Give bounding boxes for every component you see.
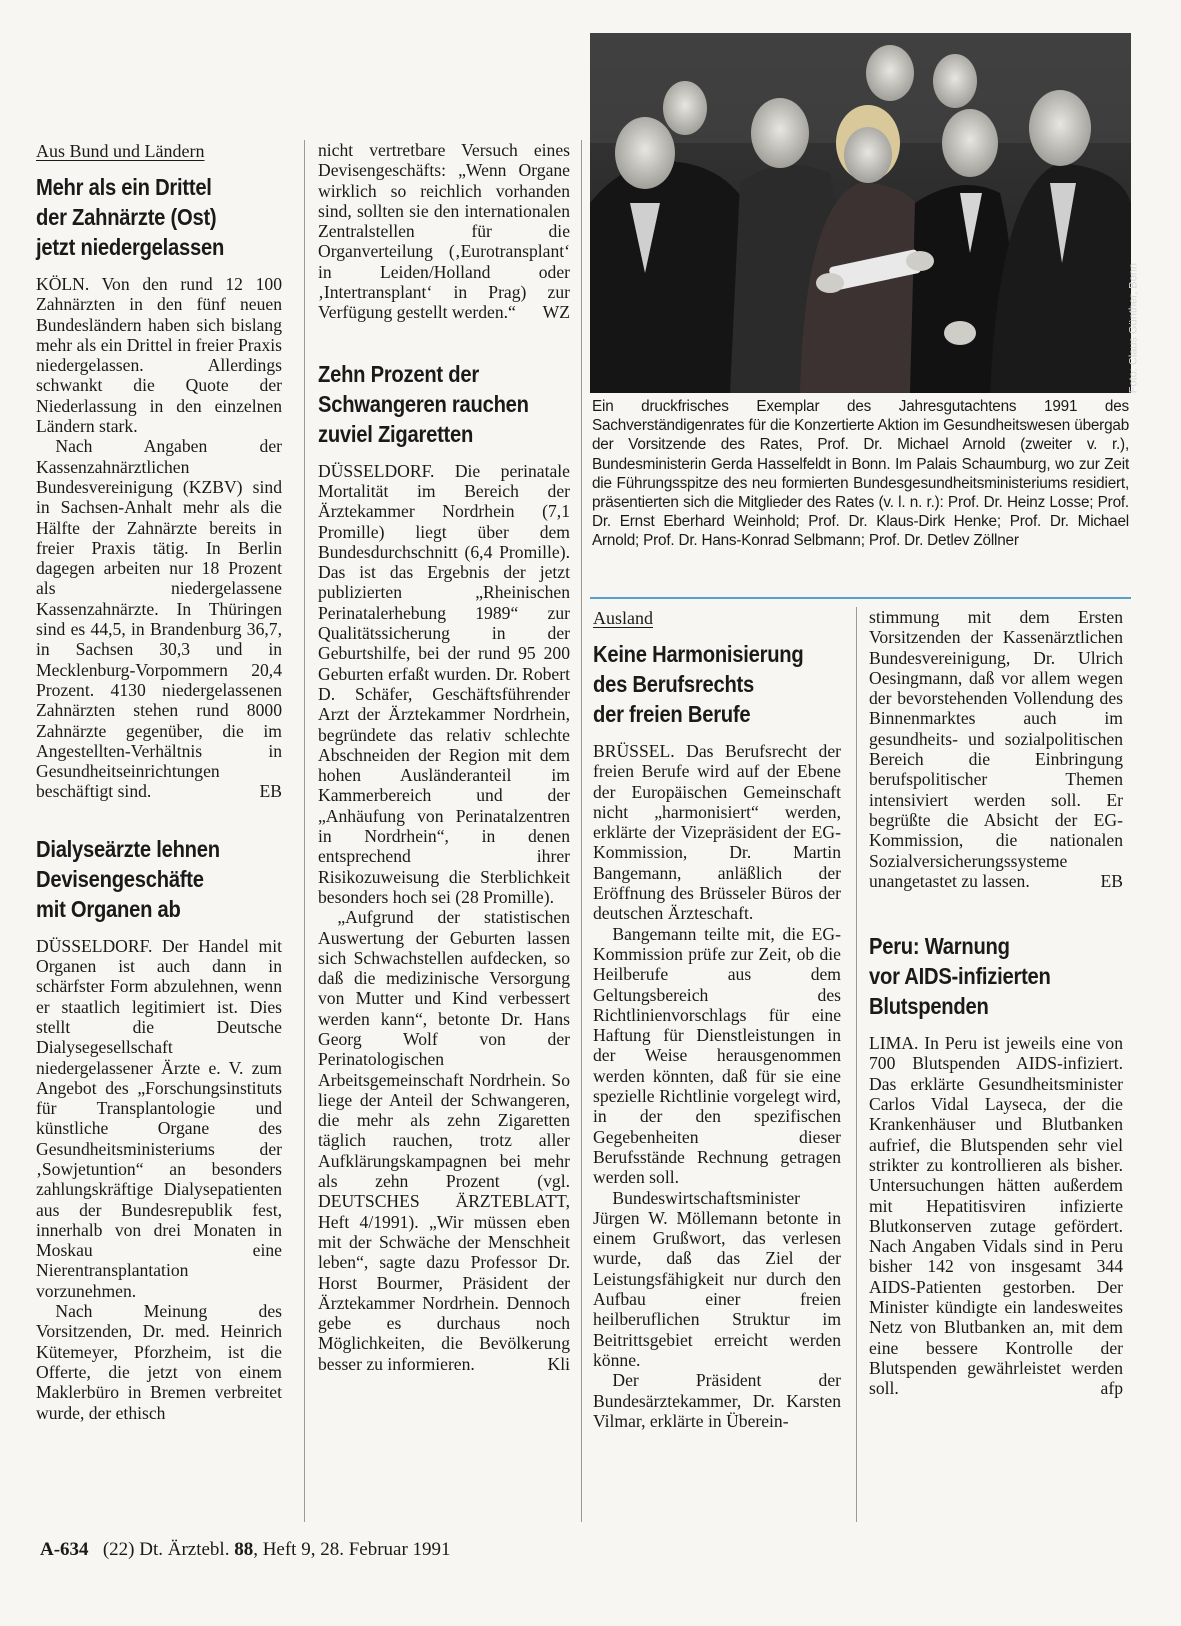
headline-line: mit Organen ab: [36, 895, 181, 922]
paragraph-text: nicht vertretbare Versuch eines Devisengeschäfts: „Wenn Organe wirklich so reichlich vorhanden sind, sollten sie den internationalen Zentralstellen für die Organverteilung (‚Eurotransplant‘ in Leiden/Holland oder ‚Intertransplant‘ in Prag) zur Verfügung gestellt werden.“: [318, 140, 570, 323]
page-code: A-634: [40, 1539, 89, 1560]
paragraph: KÖLN. Von den rund 12 100 Zahnärzten in den fünf neuen Bundesländern haben sich bislang mehr als ein Drittel in freier Praxis niedergelassen. Allerdings schwankt die Quote der Niederlassung in den einzelnen Ländern stark.: [36, 274, 282, 437]
headline-line: der freien Berufe: [593, 701, 751, 727]
headline-line: Schwangeren rauchen: [318, 390, 529, 417]
paragraph-text: Nach Angaben der Kassenzahnärztlichen Bundesvereinigung (KZBV) sind in Sachsen-Anhalt mehr als die Hälfte der Zahnärzte bereits in freier Praxis tätig. In Berlin dagegen arbeiten nur 18 Prozent als niedergelassene Kassenzahnärzte. In Thüringen sind es 44,5, in Brandenburg 36,7, in Sachsen 30,3 und in Mecklenburg-Vorpommern 20,4 Prozent. 4130 niedergelassenen Zahnärzten stehen rund 8000 Zahnärzte gegenüber, die im Angestellten-Verhältnis in Gesundheitseinrichtungen beschäftigt sind.: [36, 436, 282, 802]
headline-line: vor AIDS-infizierten: [869, 963, 1051, 990]
left-column: [36, 140, 282, 1423]
journal-name: Dt. Ärztebl.: [139, 1539, 230, 1560]
paragraph: [318, 907, 570, 1374]
paragraph-continued: [869, 607, 1123, 891]
section-divider: [590, 597, 1131, 599]
author-signature: Kli: [547, 1353, 570, 1374]
article-dialysearzte: [36, 834, 282, 1423]
author-signature: afp: [1100, 1378, 1123, 1399]
headline-line: zuviel Zigaretten: [318, 420, 474, 447]
paragraph: Bundeswirtschaftsminister Jürgen W. Möllemann betonte in einem Grußwort, das verlesen wurde, daß das Ziel der Leistungsfähigkeit nur durch den Aufbau einer freien heilberuflichen Struktur im Beitrittsgebiet erreicht werden könne.: [593, 1187, 841, 1370]
paragraph-text: „Aufgrund der statistischen Auswertung der Geburten lassen sich Schwachstellen aufdecken, so daß die medizinische Versorgung von Mutter und Kind verbessert werden kann“, betonte Dr. Hans Georg Wolf von der Perinatologischen Arbeitsgemeinschaft Nordrhein. So liege der Anteil der Schwangeren, die mehr als zehn Zigaretten täglich rauchen, trotz aller Aufklärungskampagnen bei mehr als zehn Prozent (vgl. DEUTSCHES ÄRZTEBLATT, Heft 4/1991). „Wir müssen eben mit der Schwäche der Menschheit leben“, sagte dazu Professor Dr. Horst Bourmer, Präsident der Ärztekammer Nordrhein. Dennoch gebe es durchaus noch Möglichkeiten, die Bevölkerung besser zu informieren.: [318, 907, 570, 1374]
headline-line: jetzt niedergelassen: [36, 234, 225, 260]
paragraph: BRÜSSEL. Das Berufsrecht der freien Berufe wird auf der Ebene der Europäischen Gemeinschaft nicht „harmonisiert“ werden, erklärte der Vizepräsident der EG-Kommission, Dr. Martin Bangemann, anläßlich der Eröffnung des Brüsseler Büros der deutschen Ärzteschaft.: [593, 741, 841, 924]
page-number: (22): [102, 1539, 135, 1560]
paragraph-text: stimmung mit dem Ersten Vorsitzenden der Kassenärztlichen Bundesvereinigung, Dr. Ulrich Oesingmann, daß vor allem wegen der bevorstehenden Vollendung des Binnenmarktes auch im gesundheits- und sozialpolitischen Bereich die Einbringung berufspolitischer Themen intensiviert werden soll. Er begrüßte die Absicht der EG-Kommission, die nationalen Sozialversicherungssysteme unangetastet zu lassen.: [869, 607, 1123, 891]
right-column-b: [869, 607, 1123, 1399]
section-rubric-bund-laender: Aus Bund und Ländern: [36, 141, 205, 161]
headline-peru-aids: [869, 931, 1120, 1021]
journal-volume: 88: [234, 1539, 254, 1560]
paragraph-continued: [318, 140, 570, 323]
paragraph: [36, 436, 282, 801]
column-rule: [856, 607, 857, 1522]
photo-credit: Foto: Claus Günther, Bonn: [1127, 263, 1139, 394]
paragraph: [869, 1033, 1123, 1398]
headline-line: Dialyseärzte lehnen: [36, 835, 220, 862]
article-berufsrecht: [593, 639, 841, 1431]
group-photo-illustration: [590, 33, 1131, 393]
headline-line: des Berufsrechts: [593, 671, 754, 697]
author-signature: WZ: [542, 302, 570, 323]
right-column-a: [593, 607, 841, 1431]
paragraph: Bangemann teilte mit, die EG-Kommission prüfe zur Zeit, ob die Heilberufe aus dem Geltungsbereich des Richtlinienvorschlags für eine Haftung für Dienstleistungen in der Weise herausgenommen werden könnten, daß für sie eine spezielle Richtlinie vorgelegt wird, in der den spezifischen Gegebenheiten dieser Berufsstände Rechnung getragen werden soll.: [593, 923, 841, 1188]
headline-zahnaerzte: [36, 172, 282, 262]
author-signature: EB: [259, 781, 282, 802]
paragraph-text: LIMA. In Peru ist jeweils eine von 700 Blutspenden AIDS-infiziert. Das erklärte Gesundheitsminister Carlos Vidal Layseca, der die Krankenhäuser und Blutbanken aufrief, die Blutspenden sehr viel strikter zu kontrollieren als bisher. Untersuchungen hätten außerdem mit Hepatitisviren infizierte Blutkonserven zutage gefördert. Nach Angaben Vidals sind in Peru bisher 142 von insgesamt 344 AIDS-Patienten gestorben. Der Minister kündigte ein landesweites Netz von Blutbanken an, mit dem eine bessere Kontrolle der Blutspenden gewährleistet werden soll.: [869, 1033, 1123, 1399]
article-zahnaerzte: [36, 172, 282, 802]
paragraph: Nach Meinung des Vorsitzenden, Dr. med. Heinrich Kütemeyer, Pforzheim, ist die Offerte, die jetzt von einem Maklerbüro in Bremen verbreitet wurde, der ethisch: [36, 1301, 282, 1423]
column-rule: [304, 140, 305, 1522]
headline-dialysearzte: [36, 834, 282, 924]
issue-date: , Heft 9, 28. Februar 1991: [253, 1539, 451, 1560]
headline-line: Keine Harmonisierung: [593, 641, 804, 667]
paragraph: Der Präsident der Bundesärztekammer, Dr. Karsten Vilmar, erklärte in Überein-: [593, 1370, 841, 1431]
photo-caption: Ein druckfrisches Exemplar des Jahresgutachtens 1991 des Sachverständigenrates für die Konzertierte Aktion im Gesundheitswesen übergab der Vorsitzende des Rates, Prof. Dr. Michael Arnold (zweiter v. r.), Bundesministerin Gerda Hasselfeldt in Bonn. Im Palais Schaumburg, wo zur Zeit die Führungsspitze des neu formierten Bundesgesundheitsministeriums residiert, präsentierten sich die Mitglieder des Rates (v. l. n. r.): Prof. Dr. Heinz Losse; Prof. Dr. Ernst Eberhard Weinhold; Prof. Dr. Klaus-Dirk Henke; Prof. Dr. Michael Arnold; Prof. Dr. Hans-Konrad Selbmann; Prof. Dr. Detlev Zöllner: [592, 398, 1129, 550]
column-rule: [581, 140, 582, 1522]
headline-line: der Zahnärzte (Ost): [36, 204, 217, 230]
headline-line: Blutspenden: [869, 993, 989, 1020]
headline-line: Peru: Warnung: [869, 933, 1010, 960]
article-schwangere-rauchen: [318, 359, 570, 1374]
headline-line: Mehr als ein Drittel: [36, 174, 212, 200]
paragraph: DÜSSELDORF. Der Handel mit Organen ist auch dann in schärfster Form abzulehnen, wenn er staatlich legitimiert ist. Dies stellt die Deutsche Dialysegesellschaft niedergelassener Ärzte e. V. zum Angebot des „Forschungsinstituts für Transplantologie und künstliche Organe des Gesundheitsministeriums der ‚Sowjetuntion“ an besonders zahlungskräftige Dialysepatienten aus der Bundesrepublik fest, innerhalb von drei Monaten in Moskau eine Nierentransplantation vorzunehmen.: [36, 935, 282, 1301]
article-peru-aids: [869, 931, 1123, 1398]
author-signature: EB: [1100, 870, 1123, 891]
page-footer: [40, 1538, 451, 1562]
headline-line: Devisengeschäfte: [36, 865, 204, 892]
middle-column: [318, 140, 570, 1374]
section-rubric-ausland: Ausland: [593, 608, 653, 628]
headline-schwangere-rauchen: [318, 359, 570, 449]
group-photo: [590, 33, 1139, 394]
paragraph: DÜSSELDORF. Die perinatale Mortalität im Bereich der Ärztekammer Nordrhein (7,1 Promille) liegt über dem Bundesdurchschnitt (6,4 Promille). Das ist das Ergebnis der jetzt publizierten „Rheinischen Perinatalerhebung 1989“ zur Qualitätssicherung in der Geburtshilfe, bei der rund 95 200 Geburten erfaßt wurden. Dr. Robert D. Schäfer, Geschäftsführender Arzt der Ärztekammer Nordrhein, begründete das relativ schlechte Abschneiden der Region mit dem hohen Ausländeranteil im Kammerbereich und der „Anhäufung von Perinatalzentren in Nordrhein“, in denen entsprechend ihrer Risikozuweisung die Sterblichkeit besonders hoch sei (28 Promille).: [318, 460, 570, 907]
headline-line: Zehn Prozent der: [318, 360, 479, 387]
headline-berufsrecht: [593, 639, 842, 729]
